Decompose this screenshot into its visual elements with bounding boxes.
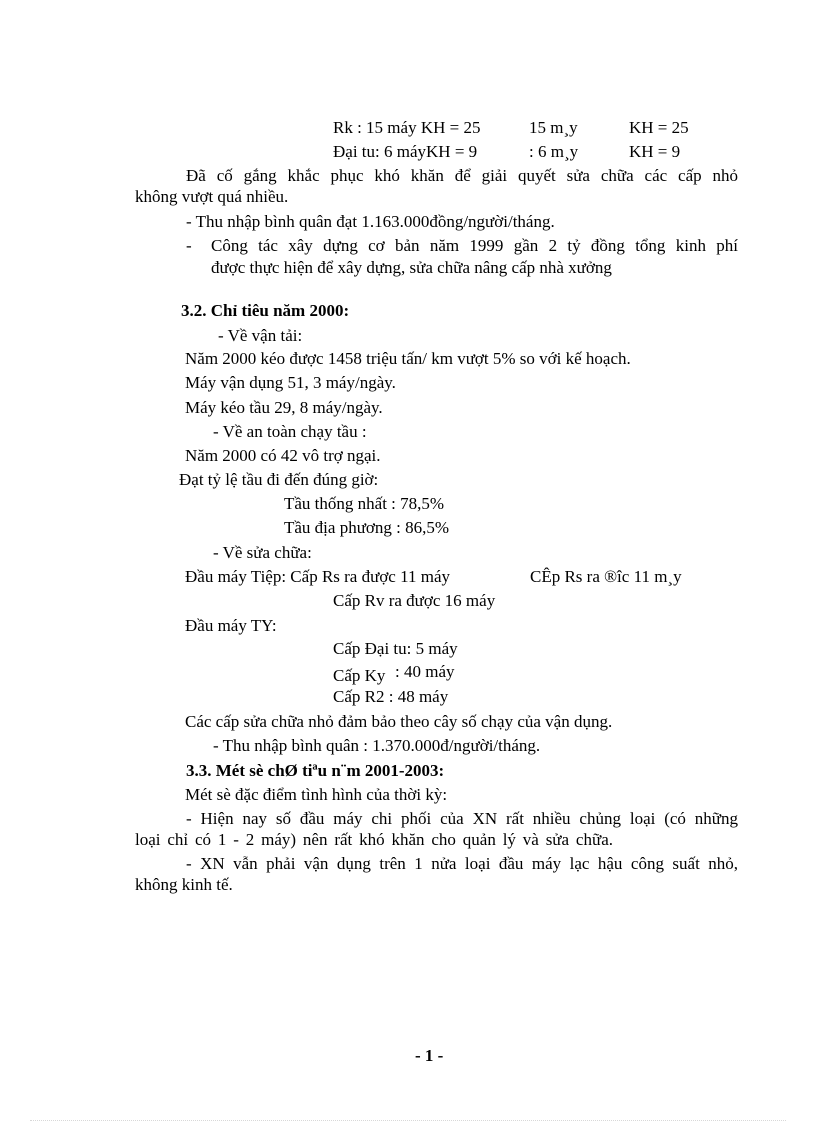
page-number: - 1 - [415,1046,444,1065]
section-3-3-p1-line-2: loại chỉ có 1 - 2 máy) nên rất khó khăn cho quản lý và sửa chữa. [135,830,613,849]
ty-daitu: Cấp Đại tu: 5 máy [333,639,458,658]
construction-dash: - [186,236,192,255]
tiep-label: Đầu máy Tiệp: Cấp Rs ra được 11 máy [185,567,450,586]
section-3-3-heading: 3.3. Mét sè chØ tiªu n¨m 2001-2003: [186,761,445,780]
effort-line-1: Đã cố gắng khắc phục khó khăn để giải quyết sửa chữa các cấp nhỏ [186,166,738,185]
section-3-3-intro: Mét sè đặc điểm tình hình của thời kỳ: [185,785,448,804]
transport-line: Năm 2000 kéo được 1458 triệu tấn/ km vượt 5% so với kế hoạch. [185,349,631,368]
ty-label: Đầu máy TY: [185,616,277,635]
repair-rk-right: KH = 25 [629,118,689,137]
tiep-extra: CÊp Rs ra ®îc 11 m¸y [530,567,682,586]
transport-title: - Về vận tải: [218,326,303,345]
small-repairs: Các cấp sửa chữa nhỏ đảm bảo theo cây số chạy của vận dụng. [185,712,613,731]
repair-daitu-mid: : 6 m¸y [529,142,579,161]
transport-line: Máy vận dụng 51, 3 máy/ngày. [185,373,396,392]
income-1999: - Thu nhập bình quân đạt 1.163.000đồng/người/tháng. [186,212,555,231]
ty-ky-value: : 40 máy [395,662,455,681]
repair-daitu-left: Đại tu: 6 máyKH = 9 [333,142,478,161]
section-3-2-heading: 3.2. Chỉ tiêu năm 2000: [181,301,350,320]
repair-rk-left: Rk : 15 máy KH = 25 [333,118,481,137]
page-bottom-rule [30,1120,786,1121]
ontime-unified: Tầu thống nhất : 78,5% [284,494,445,513]
repair-rk-mid: 15 m¸y [529,118,578,137]
construction-line-2: được thực hiện để xây dựng, sửa chữa nâng cấp nhà xưởng [211,258,612,277]
income-2000: - Thu nhập bình quân : 1.370.000đ/người/tháng. [213,736,541,755]
safety-title: - Về an toàn chạy tầu : [213,422,367,441]
effort-line-2: không vượt quá nhiều. [135,187,289,206]
transport-line: Máy kéo tầu 29, 8 máy/ngày. [185,398,383,417]
ty-r2: Cấp R2 : 48 máy [333,687,449,706]
section-3-3-p2-line-1: - XN vẫn phải vận dụng trên 1 nửa loại đầu máy lạc hậu công suất nhỏ, [186,854,738,873]
construction-line-1: Công tác xây dựng cơ bản năm 1999 gần 2 tỷ đồng tổng kinh phí [211,236,738,255]
ontime-local: Tầu địa phương : 86,5% [284,518,450,537]
section-3-3-p1-line-1: - Hiện nay số đầu máy chi phối của XN rất nhiều chủng loại (có những [186,809,738,828]
section-3-3-p2-line-2: không kinh tế. [135,875,233,894]
repair-daitu-right: KH = 9 [629,142,681,161]
repair-title: - Về sửa chữa: [213,543,312,562]
ontime-title: Đạt tỷ lệ tầu đi đến đúng giờ: [179,470,379,489]
safety-line: Năm 2000 có 42 vô trợ ngại. [185,446,381,465]
ty-ky-label: Cấp Ky [333,666,386,685]
tiep-rv: Cấp Rv ra được 16 máy [333,591,496,610]
